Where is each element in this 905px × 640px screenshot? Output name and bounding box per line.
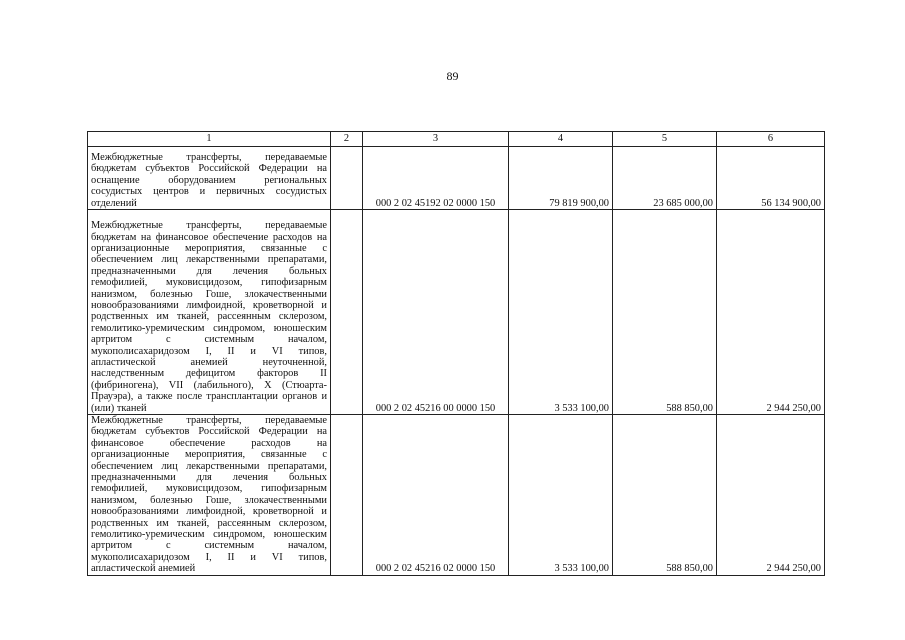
row-amount-6: 2 944 250,00 (717, 210, 825, 415)
row-code: 000 2 02 45216 00 0000 150 (363, 210, 509, 415)
row-description: Межбюджетные трансферты, передаваемые бюджетам субъектов Российской Федерации на финансовое обеспечение расходов на организационные мероприятия, связанные с обеспечением лиц лекарственными препаратами, предназначенными для лечения больных гемофилией, муковисцидозом, гипофизарным нанизмом, болезнью Гоше, злокачественными новообразованиями лимфоидной, кроветворной и родственных им тканей, рассеянным склерозом, гемолитико-уремическим синдромом, юношеским артритом с системным началом, мукополисахаридозом I, II и VI типов, апластической анемией (88, 415, 331, 576)
row-amount-5: 588 850,00 (613, 415, 717, 576)
row-amount-4: 79 819 900,00 (509, 147, 613, 210)
row-amount-6: 2 944 250,00 (717, 415, 825, 576)
table-row (88, 415, 825, 576)
header-col-2: 2 (331, 132, 363, 147)
row-amount-5: 588 850,00 (613, 210, 717, 415)
row-amount-5: 23 685 000,00 (613, 147, 717, 210)
row-description: Межбюджетные трансферты, передаваемые бюджетам субъектов Российской Федерации на оснащение оборудованием региональных сосудистых центров и первичных сосудистых отделений (88, 147, 331, 210)
row-amount-4: 3 533 100,00 (509, 415, 613, 576)
table-row (88, 210, 825, 415)
row-amount-6: 56 134 900,00 (717, 147, 825, 210)
header-col-6: 6 (717, 132, 825, 147)
header-col-3: 3 (363, 132, 509, 147)
row-col2 (331, 147, 363, 210)
row-description: Межбюджетные трансферты, передаваемые бюджетам на финансовое обеспечение расходов на организационные мероприятия, связанные с обеспечением лиц лекарственными препаратами, предназначенными для лечения больных гемофилией, муковисцидозом, гипофизарным нанизмом, болезнью Гоше, злокачественными новообразованиями лимфоидной, кроветворной и родственных им тканей, рассеянным склерозом, гемолитико-уремическим синдромом, юношеским артритом с системным началом, мукополисахаридозом I, II и VI типов, апластической анемией неуточненной, наследственным дефицитом факторов II (фибриногена), VII (лабильного), X (Стюарта-Прауэра), а также после трансплантации органов и (или) тканей (88, 210, 331, 415)
row-amount-4: 3 533 100,00 (509, 210, 613, 415)
header-row (88, 132, 825, 147)
header-col-5: 5 (613, 132, 717, 147)
header-col-4: 4 (509, 132, 613, 147)
row-col2 (331, 210, 363, 415)
table-row (88, 147, 825, 210)
row-col2 (331, 415, 363, 576)
page-number: 89 (446, 69, 459, 83)
header-col-1: 1 (88, 132, 331, 147)
budget-table (87, 131, 825, 576)
row-code: 000 2 02 45192 02 0000 150 (363, 147, 509, 210)
row-code: 000 2 02 45216 02 0000 150 (363, 415, 509, 576)
